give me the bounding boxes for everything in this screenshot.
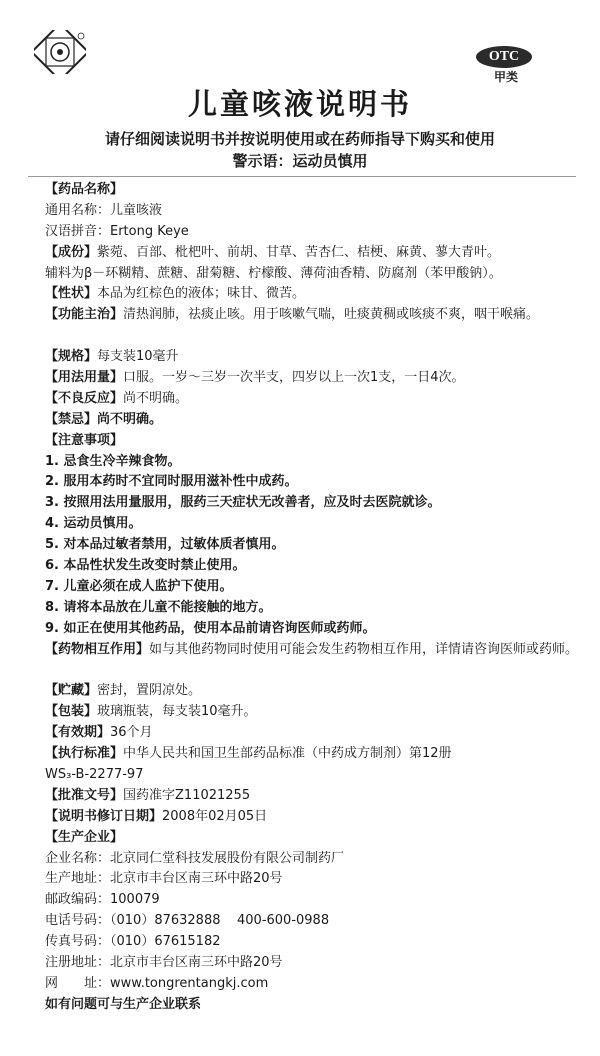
dosage-text: 口服。一岁～三岁一次半支，四岁以上一次1支，一日4次。 [123, 370, 465, 386]
section-heading-contraindications: 【禁忌】 [45, 411, 98, 427]
section-heading-precautions: 【注意事项】 [45, 432, 124, 448]
precaution-item: 1. 忌食生冷辛辣食物。 [45, 453, 181, 469]
standard-text: 中华人民共和国卫生部药品标准（中药成方制剂）第12册 [123, 746, 452, 762]
adverse-reactions-row [45, 389, 580, 410]
specification-text: 每支装10毫升 [97, 349, 179, 365]
precaution-item: 8. 请将本品放在儿童不能接触的地方。 [45, 599, 272, 615]
manufacturer-name: 企业名称：北京同仁堂科技发展股份有限公司制药厂 [45, 850, 345, 866]
packaging-text: 玻璃瓶装，每支装10毫升。 [97, 704, 257, 720]
section-heading-adverse-reactions: 【不良反应】 [45, 390, 124, 406]
manufacturer-fax: 传真号码：（010）67615182 [45, 934, 221, 950]
precaution-item: 9. 如正在使用其他药品，使用本品前请咨询医师或药师。 [45, 620, 376, 636]
reading-instruction: 请仔细阅读说明书并按说明使用或在药师指导下购买和使用 [104, 130, 495, 148]
precaution-item: 5. 对本品过敏者禁用，过敏体质者慎用。 [45, 537, 285, 553]
approval-text: 国药准字Z11021255 [123, 787, 251, 803]
document-title: 儿童咳液说明书 [187, 87, 412, 121]
precaution-item: 3. 按照用法用量服用，服药三天症状无改善者，应及时去医院就诊。 [45, 495, 441, 511]
contact-footer: 如有问题可与生产企业联系 [45, 996, 202, 1012]
manufacturer-phone: 电话号码：（010）87632888 400-600-0988 [45, 913, 330, 929]
revision-text: 2008年02月05日 [162, 808, 268, 824]
section-heading-manufacturer: 【生产企业】 [45, 829, 124, 845]
precaution-item: 2. 服用本药时不宜同时服用滋补性中成药。 [45, 474, 298, 490]
section-heading-drug-name: 【药品名称】 [45, 182, 124, 197]
tongrentang-seal-icon [34, 30, 86, 74]
manufacturer-postcode: 邮政编码：100079 [45, 892, 160, 908]
standard-code: WS₃-B-2277-97 [45, 766, 144, 782]
otc-badge: OTC [476, 46, 532, 68]
section-heading-packaging: 【包装】 [45, 704, 98, 720]
section-heading-ingredients: 【成份】 [45, 244, 98, 260]
section-heading-indications: 【功能主治】 [45, 307, 124, 323]
storage-row [45, 681, 580, 702]
section-heading-dosage: 【用法用量】 [45, 370, 124, 386]
divider [28, 176, 576, 177]
properties-text: 本品为红棕色的液体；味甘、微苦。 [97, 286, 306, 302]
validity-row [45, 723, 580, 744]
packaging-row [45, 702, 580, 723]
interactions-row [45, 640, 580, 682]
pinyin-name: 汉语拼音：Ertong Keye [45, 223, 189, 239]
section-heading-standard: 【执行标准】 [45, 746, 124, 762]
ingredients-text: 紫菀、百部、枇杷叶、前胡、甘草、苦杏仁、桔梗、麻黄、蓼大青叶。 [97, 244, 501, 260]
otc-category: 甲类 [494, 70, 519, 84]
indications-text: 清热润肺，祛痰止咳。用于咳嗽气喘，吐痰黄稠或咳痰不爽，咽干喉痛。 [123, 307, 540, 323]
generic-name: 通用名称：儿童咳液 [45, 202, 163, 218]
section-heading-storage: 【贮藏】 [45, 683, 98, 699]
leaflet-body [45, 180, 580, 1016]
adverse-reactions-text: 尚不明确。 [123, 390, 189, 406]
contraindications-row [45, 410, 580, 431]
precaution-item: 6. 本品性状发生改变时禁止使用。 [45, 558, 246, 574]
dosage-row [45, 368, 580, 389]
precaution-item: 4. 运动员慎用。 [45, 516, 142, 532]
manufacturer-address: 生产地址：北京市丰台区南三环中路20号 [45, 871, 283, 887]
indications-row [45, 305, 580, 347]
validity-text: 36个月 [110, 725, 153, 741]
section-heading-approval: 【批准文号】 [45, 787, 124, 803]
standard-row [45, 744, 580, 765]
excipients-text: 辅料为β－环糊精、蔗糖、甜菊糖、柠檬酸、薄荷油香精、防腐剂（苯甲酸钠）。 [45, 265, 502, 281]
precaution-item: 7. 儿童必须在成人监护下使用。 [45, 578, 233, 594]
revision-row [45, 807, 580, 828]
ingredients-row [45, 243, 580, 264]
manufacturer-website: 网 址：www.tongrentangkj.com [45, 975, 269, 991]
properties-row [45, 284, 580, 305]
section-heading-properties: 【性状】 [45, 286, 98, 302]
contraindications-text: 尚不明确。 [97, 411, 163, 427]
section-heading-specification: 【规格】 [45, 349, 98, 365]
section-heading-interactions: 【药物相互作用】 [45, 641, 150, 657]
section-heading-revision: 【说明书修订日期】 [45, 808, 163, 824]
approval-row [45, 786, 580, 807]
section-heading-validity: 【有效期】 [45, 725, 111, 741]
interactions-text: 如与其他药物同时使用可能会发生药物相互作用，详情请咨询医师或药师。 [149, 641, 579, 657]
manufacturer-registered-address: 注册地址：北京市丰台区南三环中路20号 [45, 954, 283, 970]
specification-row [45, 347, 580, 368]
warning-line: 警示语：运动员慎用 [232, 152, 368, 170]
storage-text: 密封，置阴凉处。 [97, 683, 202, 699]
